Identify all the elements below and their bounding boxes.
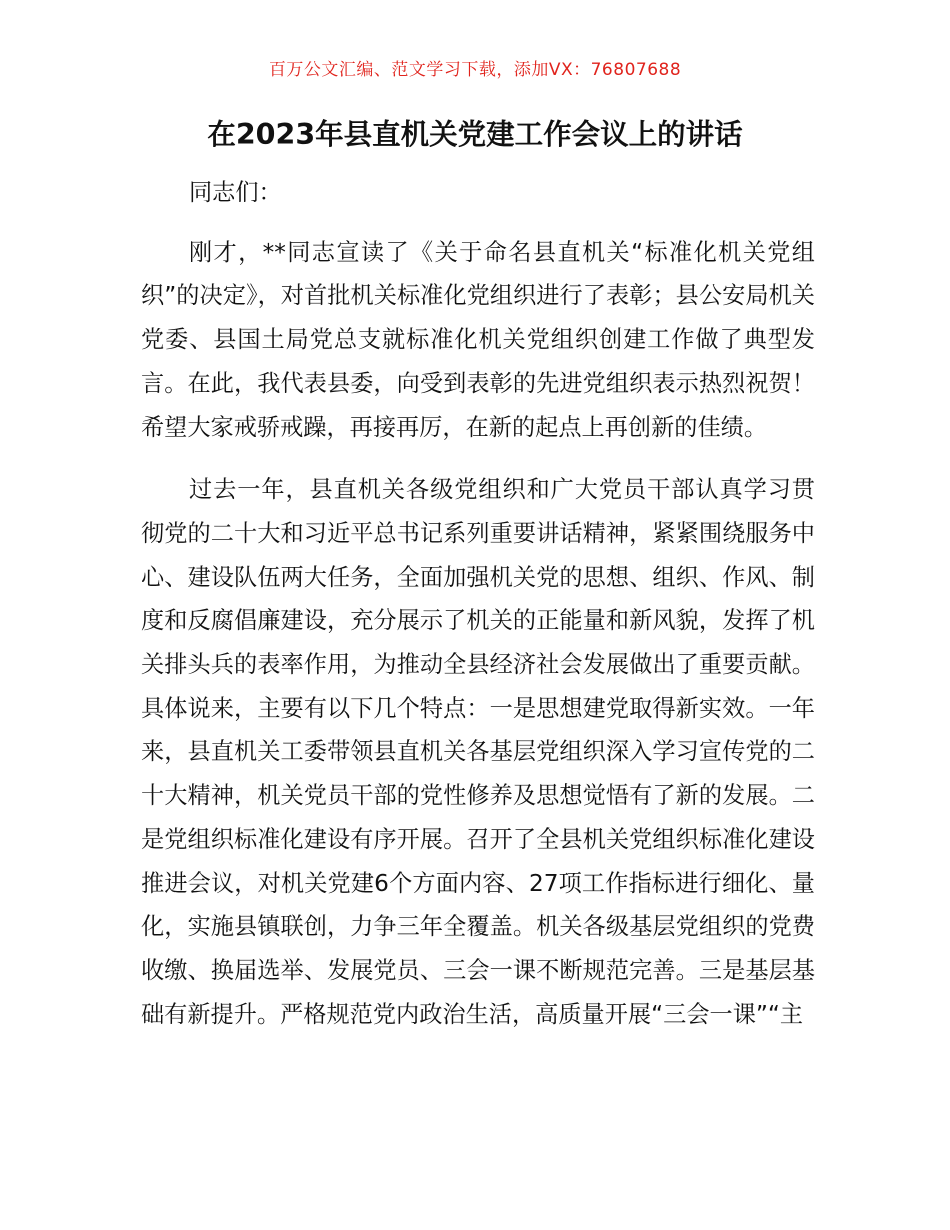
salutation: 同志们： bbox=[189, 179, 282, 206]
paragraph: 过去一年，县直机关各级党组织和广大党员干部认真学习贯彻党的二十大和习近平总书记系列重要讲话精神，紧紧围绕服务中心、建设队伍两大任务，全面加强机关党的思想、组织、作风、制度和反腐倡廉建设，充分展示了机关的正能量和新风貌，发挥了机关排头兵的表率作用，为推动全县经济社会发展做出了重要贡献。具体说来，主要有以下几个特点：一是思想建党取得新实效。一年来，县直机关工委带领县直机关各基层党组织深入学习宣传党的二十大精神，机关党员干部的党性修养及思想觉悟有了新的发展。二是党组织标准化建设有序开展。召开了全县机关党组织标准化建设推进会议，对机关党建6个方面内容、27项工作指标进行细化、量化，实施县镇联创，力争三年全覆盖。机关各级基层党组织的党费收缴、换届选举、发展党员、三会一课不断规范完善。三是基层基础有新提升。严格规范党内政治生活，高质量开展“三会一课”“主 bbox=[141, 476, 815, 1028]
watermark-banner: 百万公文汇编、范文学习下载，添加VX：76807688 bbox=[268, 60, 682, 80]
paragraph: 刚才，**同志宣读了《关于命名县直机关“标准化机关党组织”的决定》，对首批机关标准化党组织进行了表彰；县公安局机关党委、县国土局党总支就标准化机关党组织创建工作做了典型发言。在此，我代表县委，向受到表彰的先进党组织表示热烈祝贺！希望大家戒骄戒躁，再接再厉，在新的起点上再创新的佳绩。 bbox=[141, 238, 815, 441]
document-body bbox=[141, 171, 815, 1055]
document-title: 在2023年县直机关党建工作会议上的讲话 bbox=[207, 118, 743, 151]
